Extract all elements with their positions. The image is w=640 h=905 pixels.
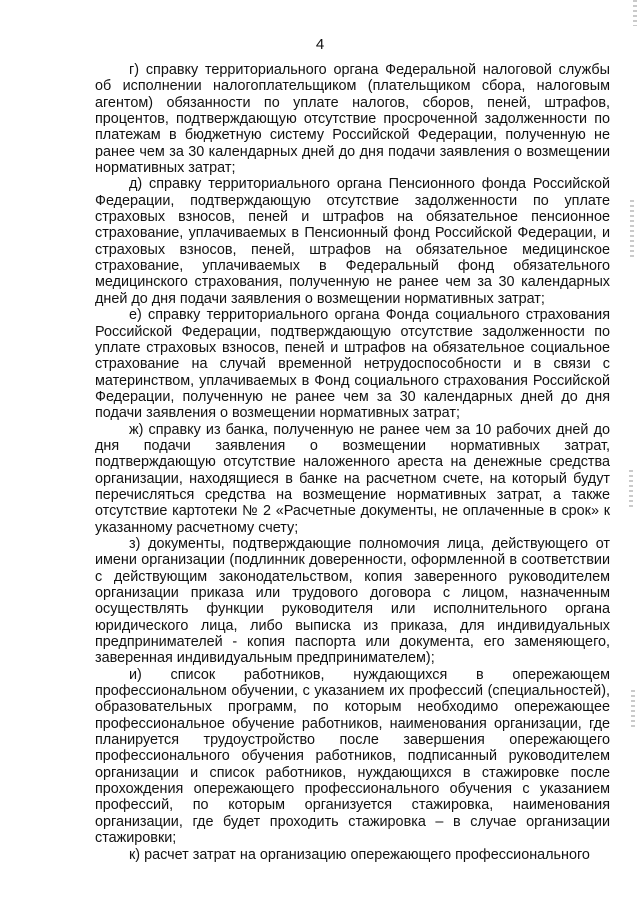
paragraph-k: к) расчет затрат на организацию опережающего профессионального bbox=[129, 846, 590, 863]
paragraph-zh: ж) справку из банка, полученную не ранее чем за 10 рабочих дней до дня подачи заявления о возмещении нормативных затрат, подтверждающую отсутствие наложенного ареста на денежные средства организации, находящиеся в банке на расчетном счете, на который будут перечисляться средства на возмещение нормативных затрат, а также отсутствие картотеки № 2 «Расчетные документы, не оплаченные в срок» к указанному расчетному счету; bbox=[95, 421, 610, 536]
scan-edge-mark-lower bbox=[631, 690, 635, 730]
paragraph-z: з) документы, подтверждающие полномочия лица, действующего от имени организации (подлинник доверенности, оформленной в соответствии с действующим законодательством, копия заверенного руководителем организации приказа или трудового договора с лицом, назначенным осуществлять функции руководителя или исполнительного органа юридического лица, либо выписка из приказа, для индивидуальных предпринимателей - копия паспорта или документа, его заменяющего, заверенная индивидуальным предпринимателем); bbox=[95, 535, 610, 667]
paragraph-g: г) справку территориального органа Федеральной налоговой службы об исполнении налогоплательщиком (плательщиком сбора, налоговым агентом) обязанности по уплате налогов, сборов, пеней, штрафов, процентов, подтверждающую отсутствие просроченной задолженности по платежам в бюджетную систему Российской Федерации, полученную не ранее чем за 30 календарных дней до дня подачи заявления о возмещении нормативных затрат; bbox=[95, 62, 610, 177]
scan-edge-mark-top bbox=[633, 0, 637, 26]
document-body bbox=[95, 62, 610, 863]
paragraph-e: е) справку территориального органа Фонда социального страхования Российской Федерации, подтверждающую отсутствие задолженности по уплате страховых взносов, пеней и штрафов на обязательное социальное страхование на случай временной нетрудоспособности и в связи с материнством, уплачиваемых в Фонд социального страхования Российской Федерации, полученную не ранее чем за 30 календарных дней до дня подачи заявления о возмещении нормативных затрат; bbox=[95, 307, 610, 422]
paragraph-i: и) список работников, нуждающихся в опережающем профессиональном обучении, с указанием их профессий (специальностей), образовательных программ, по которым необходимо опережающее профессиональное обучение работников, наименования организации, где планируется трудоустройство после завершения опережающего профессионального обучения работников, подписанный руководителем организации и список работников, нуждающихся в стажировке после прохождения опережающего профессионального обучения с указанием профессий, по которым организуется стажировка, наименования организации, где будет проходить стажировка – в случае организации стажировки; bbox=[95, 666, 610, 847]
page-number: 4 bbox=[315, 36, 325, 53]
paragraph-d: д) справку территориального органа Пенсионного фонда Российской Федерации, подтверждающую отсутствие задолженности по уплате страховых взносов, пеней и штрафов на обязательное пенсионное страхование, уплачиваемых в Пенсионный фонд Российской Федерации, и страховых взносов, пеней, штрафов на обязательное медицинское страхование, уплачиваемых в Федеральный фонд обязательного медицинского страхования, полученную не ранее чем за 30 календарных дней до дня подачи заявления о возмещении нормативных затрат; bbox=[95, 176, 610, 307]
scan-edge-mark-upper bbox=[630, 200, 634, 260]
scan-edge-mark-middle bbox=[629, 470, 633, 510]
